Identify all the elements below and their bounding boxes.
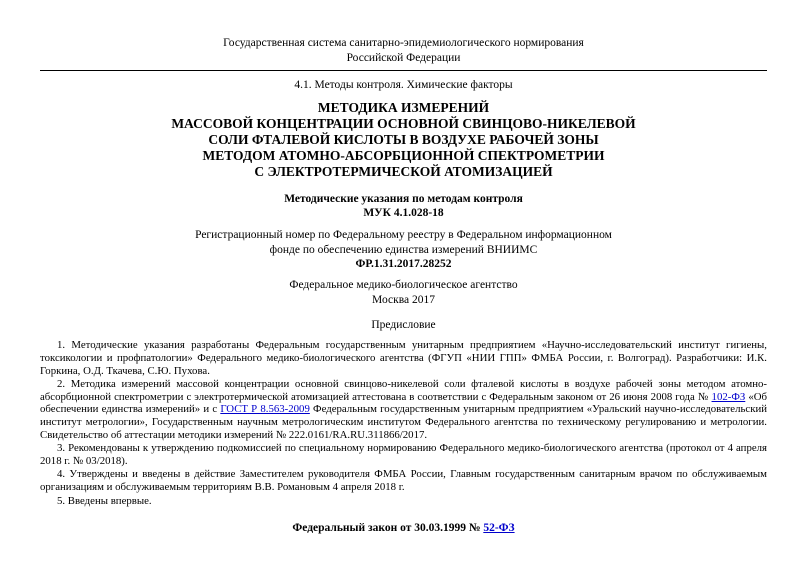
paragraph-5: 5. Введены впервые. [57, 494, 152, 507]
law-footer [40, 522, 767, 534]
paragraph-2-text-c: Федеральным государственным унитарным предприятием «Уральский научно-исследовательский институт метрологии», Государственным научным метрологическим институтом Федерального агентства по техническому регулированию и метрологии. Свидетельство об аттестации методики измерений № 222.0161/RA.RU.311866/2017. [40, 403, 768, 442]
city-year: Москва 2017 [372, 293, 435, 306]
paragraph-4: 4. Утверждены и введены в действие Заместителем руководителя ФМБА России, Главным государственным санитарным врачом по обслуживаемым организациям и обслуживаемым территориям В.В. Романовым 4 апреля 2018 г. [40, 468, 767, 494]
law-52-fz-link[interactable]: 52-ФЗ [483, 522, 515, 534]
registration-block [40, 228, 767, 272]
document-title [40, 100, 767, 180]
header-line-1: Государственная система санитарно-эпидемиологического нормирования [223, 37, 584, 49]
doc-type-code: МУК 4.1.028-18 [363, 207, 444, 219]
title-line-1: МЕТОДИКА ИЗМЕРЕНИЙ [317, 100, 490, 115]
registration-number: ФР.1.31.2017.28252 [355, 258, 452, 270]
registration-line-2: фонде по обеспечению единства измерений ВНИИМС [269, 243, 538, 256]
paragraph-2-text-b: «Об обеспечении единства измерений» и с [40, 390, 768, 416]
paragraph-1: 1. Методические указания разработаны Федеральным государственным унитарным предприятием «Научно-исследовательский институт гигиены, токсикологии и профпатологии» Федерального медико-биологического агентства (ФГУП «НИИ ГПП» ФМБА России, г. Волгоград). Разработчики: И.К. Горкина, О.Д. Ткачева, С.Ю. Пухова. [40, 339, 767, 377]
document-header [40, 36, 767, 66]
paragraph-3: 3. Рекомендованы к утверждению подкомиссией по специальному нормированию Федерального медико-биологического агентства (протокол от 4 апреля 2018 г. № 03/2018). [40, 442, 767, 468]
series-label: 4.1. Методы контроля. Химические факторы [294, 79, 513, 91]
preface-body [40, 339, 767, 508]
paragraph-2 [40, 378, 767, 442]
law-102-fz-link[interactable]: 102-ФЗ [711, 390, 746, 403]
document-type [40, 192, 767, 220]
title-line-4: МЕТОДОМ АТОМНО-АБСОРБЦИОННОЙ СПЕКТРОМЕТРИИ [202, 148, 605, 163]
header-divider [40, 70, 767, 71]
title-line-3: СОЛИ ФТАЛЕВОЙ КИСЛОТЫ В ВОЗДУХЕ РАБОЧЕЙ ЗОНЫ [208, 132, 599, 147]
agency-name: Федеральное медико-биологическое агентство [289, 279, 518, 291]
agency-block [40, 278, 767, 307]
header-line-2: Российской Федерации [346, 52, 461, 64]
paragraph-2-text-a: 2. Методика измерений массовой концентрации основной свинцово-никелевой соли фталевой кислоты в воздухе рабочей зоны методом атомно-абсорбционной спектрометрии с электротермической атомизацией аттестована в соответствии с Федеральным законом от 26 июня 2008 года № [40, 377, 767, 403]
registration-line-1: Регистрационный номер по Федеральному реестру в Федеральном информационном [195, 229, 612, 241]
law-footer-text: Федеральный закон от 30.03.1999 № [292, 522, 484, 534]
title-line-2: МАССОВОЙ КОНЦЕНТРАЦИИ ОСНОВНОЙ СВИНЦОВО-НИКЕЛЕВОЙ [171, 116, 636, 131]
preface-heading: Предисловие [371, 319, 436, 331]
doc-type-line-1: Методические указания по методам контроля [284, 193, 523, 205]
title-line-5: С ЭЛЕКТРОТЕРМИЧЕСКОЙ АТОМИЗАЦИЕЙ [254, 164, 553, 179]
gost-link[interactable]: ГОСТ Р 8.563-2009 [220, 403, 310, 416]
